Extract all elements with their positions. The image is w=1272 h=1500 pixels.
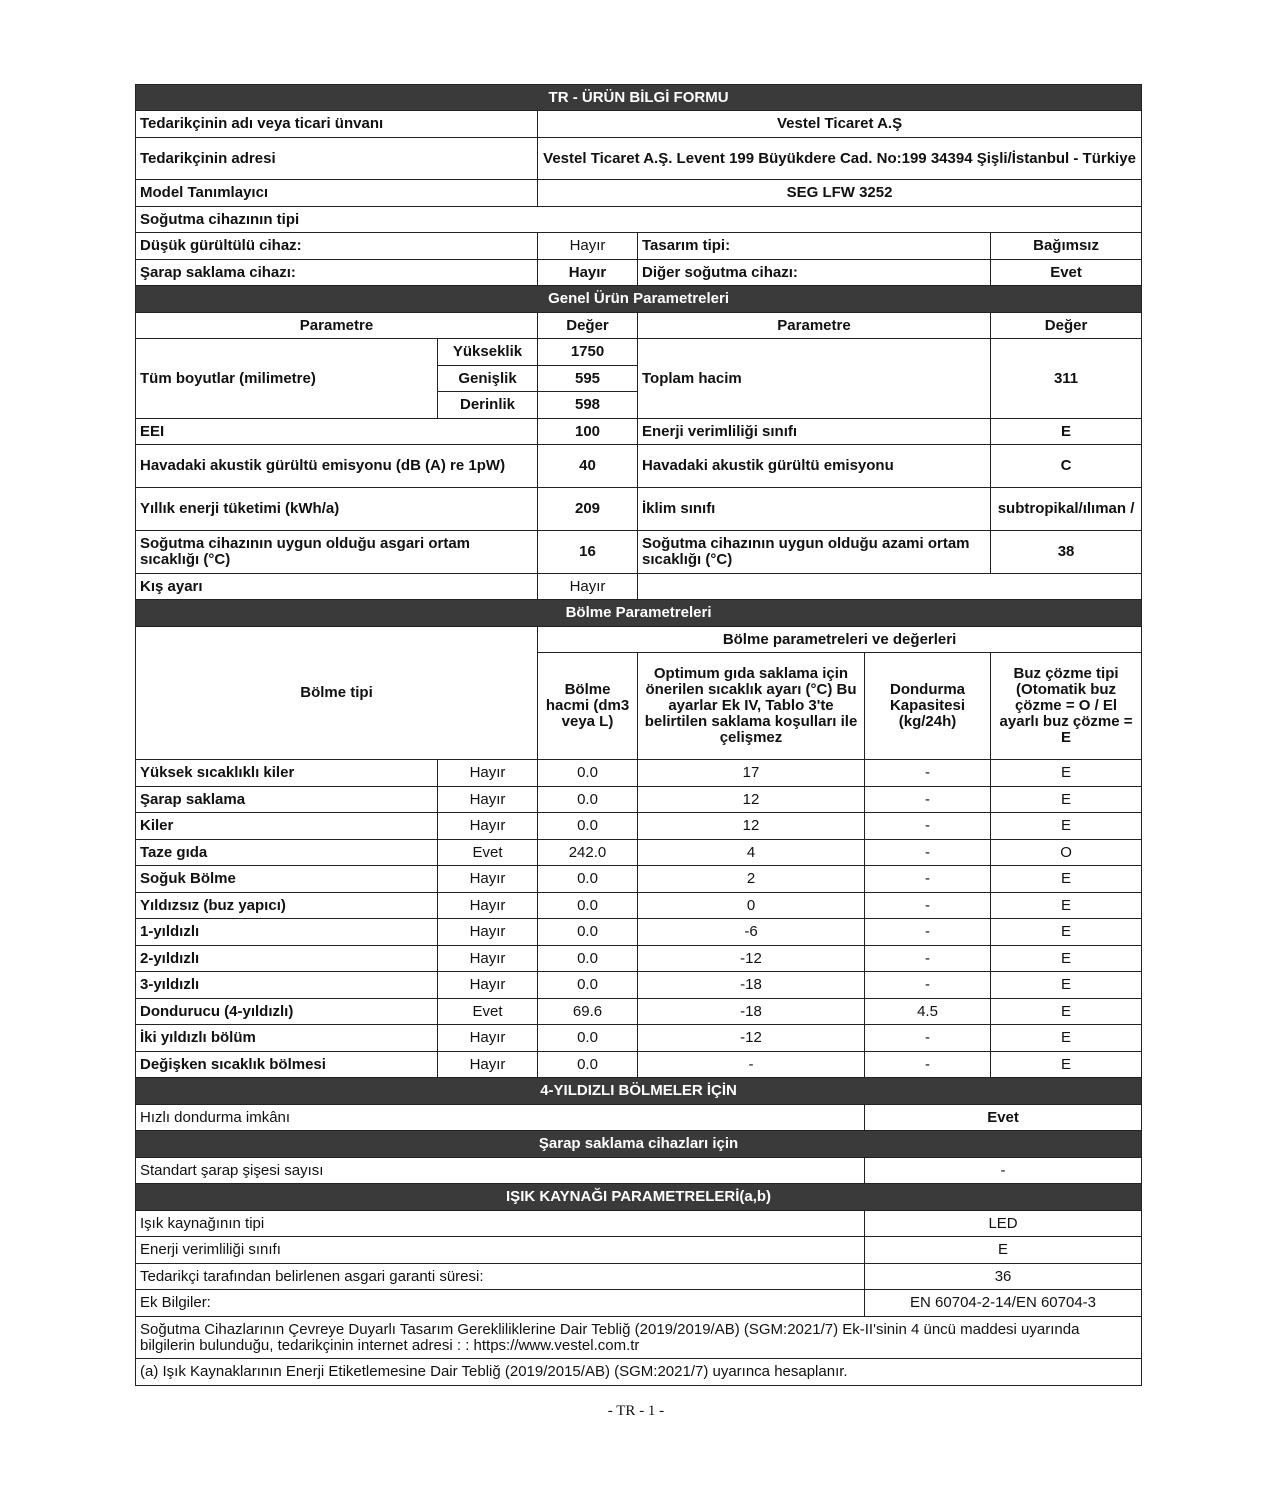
compartment-defrost-type: E: [991, 999, 1142, 1025]
compartment-temp: -12: [638, 946, 865, 972]
form-title: TR - ÜRÜN BİLGİ FORMU: [136, 85, 1142, 111]
width-value: 595: [538, 366, 638, 392]
light-type-value: LED: [865, 1211, 1142, 1237]
col-temp-header: Optimum gıda saklama için önerilen sıcaklık ayarı (°C) Bu ayarlar Ek IV, Tablo 3'te belirtilen saklama koşulları ile çelişmez: [638, 653, 865, 760]
page-number: - TR - 1 -: [607, 1403, 665, 1419]
compartment-name: Yüksek sıcaklıklı kiler: [136, 760, 438, 787]
compartment-temp: -: [638, 1052, 865, 1078]
compartment-volume: 0.0: [538, 946, 638, 972]
compartment-present: Hayır: [438, 972, 538, 999]
compartment-temp: -18: [638, 972, 865, 999]
min-temp-value: 16: [538, 531, 638, 574]
compartment-defrost-type: E: [991, 813, 1142, 840]
note-light-source: (a) Işık Kaynaklarının Enerji Etiketlemesine Dair Tebliğ (2019/2015/AB) (SGM:2021/7) uyarınca hesaplanır.: [136, 1359, 1142, 1386]
compartment-type-header: Bölme tipi: [136, 627, 538, 760]
min-temp-label: Soğutma cihazının uygun olduğu asgari ortam sıcaklığı (°C): [136, 531, 538, 574]
compartment-defrost-type: E: [991, 787, 1142, 813]
compartment-volume: 0.0: [538, 787, 638, 813]
compartment-defrost-type: E: [991, 893, 1142, 919]
compartment-present: Hayır: [438, 893, 538, 919]
winter-setting-label: Kış ayarı: [136, 574, 538, 600]
max-temp-value: 38: [991, 531, 1142, 574]
height-value: 1750: [538, 339, 638, 366]
light-class-value: E: [865, 1237, 1142, 1264]
dimensions-label: Tüm boyutlar (milimetre): [136, 339, 438, 419]
noise-class-label: Havadaki akustik gürültü emisyonu: [638, 445, 991, 488]
compartment-row: [136, 1052, 1142, 1078]
compartment-name: Şarap saklama: [136, 787, 438, 813]
eei-value: 100: [538, 419, 638, 445]
compartment-defrost-type: E: [991, 1025, 1142, 1052]
value-header: Değer: [991, 313, 1142, 339]
compartment-freeze-capacity: -: [865, 866, 991, 893]
supplier-address: Vestel Ticaret A.Ş. Levent 199 Büyükdere Cad. No:199 34394 Şişli/İstanbul - Türkiye: [538, 138, 1142, 180]
col-defrost-header: Buz çözme tipi (Otomatik buz çözme = O / El ayarlı buz çözme = E: [991, 653, 1142, 760]
compartment-temp: -12: [638, 1025, 865, 1052]
fast-freeze-label: Hızlı dondurma imkânı: [136, 1105, 865, 1131]
product-info-table: [135, 84, 1142, 1386]
warranty-value: 36: [865, 1264, 1142, 1290]
value-header: Değer: [538, 313, 638, 339]
compartment-row: [136, 866, 1142, 893]
compartment-volume: 0.0: [538, 1052, 638, 1078]
supplier-address-label: Tedarikçinin adresi: [136, 138, 538, 180]
wine-device-value: Hayır: [538, 260, 638, 286]
extra-info-value: EN 60704-2-14/EN 60704-3: [865, 1290, 1142, 1317]
compartment-name: Taze gıda: [136, 840, 438, 866]
design-type-value: Bağımsız: [991, 233, 1142, 260]
param-header: Parametre: [136, 313, 538, 339]
design-type-label: Tasarım tipi:: [638, 233, 991, 260]
model-identifier: SEG LFW 3252: [538, 180, 1142, 207]
compartment-freeze-capacity: -: [865, 1025, 991, 1052]
compartment-temp: -18: [638, 999, 865, 1025]
compartment-present: Hayır: [438, 760, 538, 787]
compartment-volume: 0.0: [538, 919, 638, 946]
warranty-label: Tedarikçi tarafından belirlenen asgari garanti süresi:: [136, 1264, 865, 1290]
compartment-present: Hayır: [438, 866, 538, 893]
note-regulation: Soğutma Cihazlarının Çevreye Duyarlı Tasarım Gerekliliklerine Dair Tebliğ (2019/2019/AB) (SGM:2021/7) Ek-II'sinin 4 üncü maddesi uyarında bilgilerin bulunduğu, tedarikçinin internet adresi : : https://www.vestel.com.tr: [136, 1317, 1142, 1359]
compartment-name: 2-yıldızlı: [136, 946, 438, 972]
annual-energy-value: 209: [538, 488, 638, 531]
depth-label: Derinlik: [438, 392, 538, 419]
compartment-group-header: Bölme parametreleri ve değerleri: [538, 627, 1142, 653]
compartment-freeze-capacity: 4.5: [865, 999, 991, 1025]
climate-class-value: subtropikal/ılıman /: [991, 488, 1142, 531]
compartment-rows: [136, 760, 1142, 1078]
compartment-section-title: Bölme Parametreleri: [136, 600, 1142, 627]
compartment-row: [136, 787, 1142, 813]
compartment-defrost-type: O: [991, 840, 1142, 866]
eei-label: EEI: [136, 419, 538, 445]
four-star-section-title: 4-YILDIZLI BÖLMELER İÇİN: [136, 1078, 1142, 1105]
depth-value: 598: [538, 392, 638, 419]
compartment-name: İki yıldızlı bölüm: [136, 1025, 438, 1052]
compartment-row: [136, 946, 1142, 972]
compartment-name: Yıldızsız (buz yapıcı): [136, 893, 438, 919]
extra-info-label: Ek Bilgiler:: [136, 1290, 865, 1317]
compartment-present: Hayır: [438, 1052, 538, 1078]
compartment-defrost-type: E: [991, 760, 1142, 787]
col-freeze-header: Dondurma Kapasitesi (kg/24h): [865, 653, 991, 760]
compartment-temp: 2: [638, 866, 865, 893]
noise-value: 40: [538, 445, 638, 488]
wine-section-title: Şarap saklama cihazları için: [136, 1131, 1142, 1158]
empty-cell: [638, 574, 1142, 600]
compartment-temp: 4: [638, 840, 865, 866]
compartment-temp: 12: [638, 787, 865, 813]
compartment-name: Dondurucu (4-yıldızlı): [136, 999, 438, 1025]
col-volume-header: Bölme hacmi (dm3 veya L): [538, 653, 638, 760]
compartment-freeze-capacity: -: [865, 893, 991, 919]
wine-bottles-label: Standart şarap şişesi sayısı: [136, 1158, 865, 1184]
compartment-row: [136, 999, 1142, 1025]
compartment-temp: 17: [638, 760, 865, 787]
compartment-row: [136, 840, 1142, 866]
compartment-present: Hayır: [438, 813, 538, 840]
compartment-volume: 0.0: [538, 813, 638, 840]
max-temp-label: Soğutma cihazının uygun olduğu azami ortam sıcaklığı (°C): [638, 531, 991, 574]
noise-class-value: C: [991, 445, 1142, 488]
other-device-value: Evet: [991, 260, 1142, 286]
compartment-defrost-type: E: [991, 1052, 1142, 1078]
compartment-freeze-capacity: -: [865, 946, 991, 972]
compartment-name: 3-yıldızlı: [136, 972, 438, 999]
compartment-volume: 0.0: [538, 866, 638, 893]
compartment-row: [136, 813, 1142, 840]
low-noise-value: Hayır: [538, 233, 638, 260]
compartment-present: Hayır: [438, 1025, 538, 1052]
climate-class-label: İklim sınıfı: [638, 488, 991, 531]
width-label: Genişlik: [438, 366, 538, 392]
energy-class-label: Enerji verimliliği sınıfı: [638, 419, 991, 445]
compartment-defrost-type: E: [991, 972, 1142, 999]
compartment-volume: 0.0: [538, 893, 638, 919]
noise-label: Havadaki akustik gürültü emisyonu (dB (A) re 1pW): [136, 445, 538, 488]
compartment-volume: 242.0: [538, 840, 638, 866]
compartment-volume: 0.0: [538, 1025, 638, 1052]
total-volume-value: 311: [991, 339, 1142, 419]
compartment-present: Evet: [438, 840, 538, 866]
low-noise-label: Düşük gürültülü cihaz:: [136, 233, 538, 260]
light-section-title: IŞIK KAYNAĞI PARAMETRELERİ(a,b): [136, 1184, 1142, 1211]
annual-energy-label: Yıllık enerji tüketimi (kWh/a): [136, 488, 538, 531]
compartment-volume: 69.6: [538, 999, 638, 1025]
compartment-freeze-capacity: -: [865, 813, 991, 840]
compartment-present: Hayır: [438, 787, 538, 813]
compartment-freeze-capacity: -: [865, 972, 991, 999]
param-header: Parametre: [638, 313, 991, 339]
compartment-defrost-type: E: [991, 919, 1142, 946]
compartment-present: Hayır: [438, 919, 538, 946]
model-label: Model Tanımlayıcı: [136, 180, 538, 207]
compartment-defrost-type: E: [991, 866, 1142, 893]
supplier-name-label: Tedarikçinin adı veya ticari ünvanı: [136, 111, 538, 138]
compartment-row: [136, 893, 1142, 919]
compartment-defrost-type: E: [991, 946, 1142, 972]
fast-freeze-value: Evet: [865, 1105, 1142, 1131]
compartment-freeze-capacity: -: [865, 787, 991, 813]
compartment-row: [136, 919, 1142, 946]
compartment-temp: 0: [638, 893, 865, 919]
compartment-temp: -6: [638, 919, 865, 946]
light-class-label: Enerji verimliliği sınıfı: [136, 1237, 865, 1264]
compartment-freeze-capacity: -: [865, 919, 991, 946]
compartment-name: 1-yıldızlı: [136, 919, 438, 946]
compartment-row: [136, 760, 1142, 787]
compartment-name: Soğuk Bölme: [136, 866, 438, 893]
compartment-freeze-capacity: -: [865, 840, 991, 866]
total-volume-label: Toplam hacim: [638, 339, 991, 419]
energy-class-value: E: [991, 419, 1142, 445]
compartment-freeze-capacity: -: [865, 760, 991, 787]
height-label: Yükseklik: [438, 339, 538, 366]
compartment-row: [136, 1025, 1142, 1052]
compartment-volume: 0.0: [538, 972, 638, 999]
compartment-row: [136, 972, 1142, 999]
compartment-name: Kiler: [136, 813, 438, 840]
compartment-temp: 12: [638, 813, 865, 840]
compartment-name: Değişken sıcaklık bölmesi: [136, 1052, 438, 1078]
compartment-freeze-capacity: -: [865, 1052, 991, 1078]
light-type-label: Işık kaynağının tipi: [136, 1211, 865, 1237]
device-type-label: Soğutma cihazının tipi: [136, 207, 1142, 233]
compartment-volume: 0.0: [538, 760, 638, 787]
compartment-present: Evet: [438, 999, 538, 1025]
general-section-title: Genel Ürün Parametreleri: [136, 286, 1142, 313]
supplier-name: Vestel Ticaret A.Ş: [538, 111, 1142, 138]
compartment-present: Hayır: [438, 946, 538, 972]
wine-device-label: Şarap saklama cihazı:: [136, 260, 538, 286]
winter-setting-value: Hayır: [538, 574, 638, 600]
other-device-label: Diğer soğutma cihazı:: [638, 260, 991, 286]
wine-bottles-value: -: [865, 1158, 1142, 1184]
